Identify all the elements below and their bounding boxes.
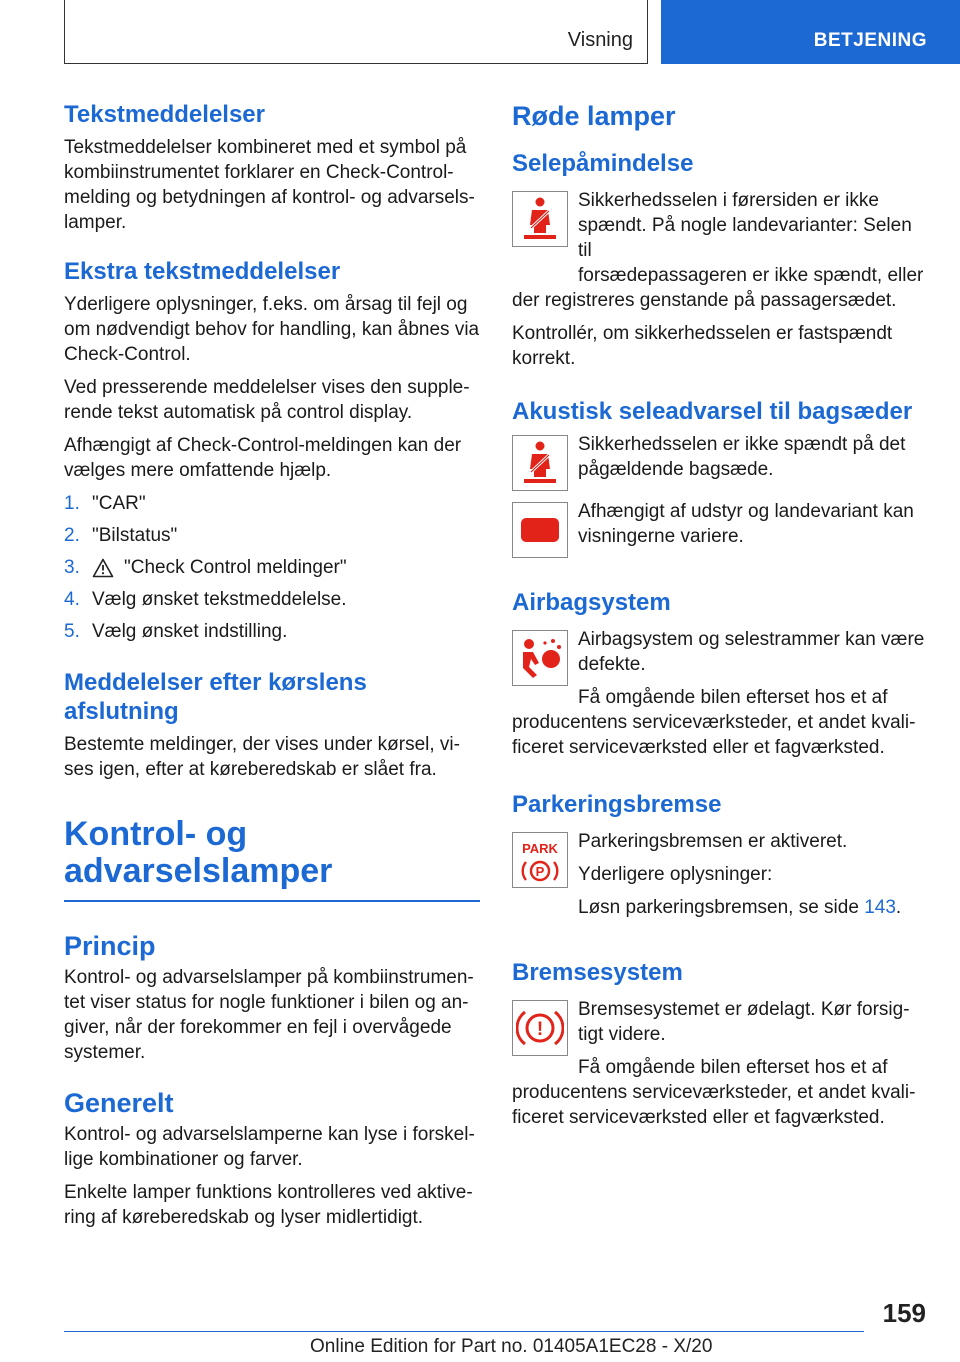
header-chapter-label: BETJENING bbox=[813, 30, 927, 51]
seatbelt-warning-icon bbox=[518, 439, 562, 487]
brake-warning-icon bbox=[516, 1006, 564, 1050]
airbag-text-2: Få omgående bilen efterset hos et af bbox=[578, 687, 888, 708]
paragraph-generelt-1: Kontrol- og advarselslamperne kan lyse i forskel- lige kombinationer og farver. bbox=[64, 1123, 475, 1170]
heading-bremsesystem: Bremsesystem bbox=[512, 959, 683, 986]
list-item: 5. Vælg ønsket indstilling. bbox=[64, 621, 288, 642]
header-chapter-tab[interactable] bbox=[661, 0, 960, 64]
steps-list bbox=[64, 491, 480, 644]
brake-text: Bremsesystemet er ødelagt. Kør forsig- tigt videre. bbox=[578, 999, 910, 1045]
header-section-box bbox=[64, 0, 648, 64]
park-icon-p: P bbox=[535, 864, 545, 879]
red-indicator-icon bbox=[518, 515, 562, 545]
paragraph-meddelelser-efter-korsel: Bestemte meldinger, der vises under kørsel, vi- ses igen, efter at køreberedskab er slået fra. bbox=[64, 734, 460, 780]
page-link[interactable]: 143 bbox=[864, 897, 896, 918]
heading-princip: Princip bbox=[64, 930, 156, 961]
seatbelt-text-continued: der registreres genstande på passagersædet. bbox=[512, 290, 897, 311]
paragraph-princip: Kontrol- og advarselslamper på kombiinstrumen- tet viser status for nogle funktioner i bilen og an- giver, når der forekommer en fejl i overvågede systemer. bbox=[64, 966, 474, 1063]
lamp-brake-system bbox=[512, 997, 930, 1080]
parking-brake-icon bbox=[516, 836, 564, 884]
brake-text-continued: producentens serviceværksteder, et andet kvali- ficeret serviceværksted eller et fagværksted. bbox=[512, 1082, 916, 1128]
red-indicator-text: Afhængigt af udstyr og landevariant kan visningerne variere. bbox=[578, 501, 914, 547]
heading-tekstmeddelelser: Tekstmeddelelser bbox=[64, 101, 265, 128]
heading-ekstra-tekstmeddelelser: Ekstra tekstmeddelelser bbox=[64, 258, 341, 285]
parking-brake-lamp-box bbox=[512, 832, 568, 888]
lamp-red-indicator bbox=[512, 499, 930, 558]
lamp-seatbelt bbox=[512, 188, 930, 296]
page-number: 159 bbox=[882, 1298, 926, 1328]
airbag-warning-icon bbox=[517, 635, 563, 681]
right-column bbox=[512, 100, 930, 1138]
list-item: 1. "CAR" bbox=[64, 493, 146, 514]
brake-text-2: Få omgående bilen efterset hos et af bbox=[578, 1057, 888, 1078]
header-section-label: Visning bbox=[567, 29, 633, 51]
footer-divider bbox=[64, 1331, 864, 1332]
list-item: 3. "Check Control meldinger" bbox=[64, 557, 347, 578]
park-icon-text: PARK bbox=[522, 841, 558, 856]
parking-brake-text-3: Løsn parkeringsbremsen, se side 143. bbox=[578, 897, 902, 918]
rear-seatbelt-lamp-box bbox=[512, 435, 568, 491]
paragraph-generelt-2: Enkelte lamper funktions kontrolleres ved aktive- ring af køreberedskab og lyser midlertidigt. bbox=[64, 1181, 473, 1228]
seatbelt-lamp-box bbox=[512, 191, 568, 247]
airbag-text-continued: producentens serviceværksteder, et andet kvali- ficeret serviceværksted eller et fagværksted. bbox=[512, 712, 916, 758]
chapter-title: Kontrol- og advarselslamper bbox=[64, 815, 333, 890]
red-indicator-lamp-box bbox=[512, 502, 568, 558]
paragraph-tekstmeddelelser: Tekstmeddelelser kombineret med et symbol på kombiinstrumentet forklarer en Check-Control- melding og betydningen af kontrol- og advarsels- lamper. bbox=[64, 137, 475, 233]
seatbelt-text: Sikkerhedsselen i førersiden er ikke spændt. På nogle landevarianter: Selen til forsædepassageren er ikke spændt, eller bbox=[578, 190, 924, 286]
heading-selepamindelse: Selepåmindelse bbox=[512, 150, 694, 177]
heading-generelt: Generelt bbox=[64, 1087, 174, 1118]
paragraph-ekstra-1: Yderligere oplysninger, f.eks. om årsag til fejl og om nødvendigt behov for handling, kan åbnes via Check-Control. bbox=[64, 294, 480, 365]
rear-seatbelt-text: Sikkerhedsselen er ikke spændt på det pågældende bagsæde. bbox=[578, 434, 906, 480]
brake-icon-text: ! bbox=[536, 1019, 544, 1040]
heading-akustisk-seleadvarsel: Akustisk seleadvarsel til bagsæder bbox=[512, 398, 913, 425]
paragraph-ekstra-3: Afhængigt af Check-Control-meldingen kan der vælges mere omfattende hjælp. bbox=[64, 435, 462, 481]
brake-system-lamp-box bbox=[512, 1000, 568, 1056]
lamp-parking-brake bbox=[512, 829, 930, 928]
title-divider bbox=[64, 900, 480, 902]
heading-airbagsystem: Airbagsystem bbox=[512, 589, 671, 616]
warning-triangle-icon bbox=[92, 558, 114, 578]
seatbelt-warning-icon bbox=[518, 195, 562, 243]
airbag-text: Airbagsystem og selestrammer kan være defekte. bbox=[578, 629, 925, 675]
footer-edition: Online Edition for Part no. 01405A1EC28 - X/20 bbox=[310, 1336, 713, 1357]
lamp-rear-seatbelt bbox=[512, 432, 930, 491]
paragraph-ekstra-2: Ved presserende meddelelser vises den supple- rende tekst automatisk på control display. bbox=[64, 377, 470, 423]
lamp-airbag bbox=[512, 627, 930, 710]
heading-parkeringsbremse: Parkeringsbremse bbox=[512, 791, 722, 818]
list-item: 2. "Bilstatus" bbox=[64, 525, 178, 546]
parking-brake-text-1: Parkeringsbremsen er aktiveret. bbox=[578, 831, 848, 852]
airbag-lamp-box bbox=[512, 630, 568, 686]
heading-rode-lamper: Røde lamper bbox=[512, 101, 676, 131]
parking-brake-text-2: Yderligere oplysninger: bbox=[578, 864, 773, 885]
heading-meddelelser-efter-korsel: Meddelelser efter kørslens afslutning bbox=[64, 669, 367, 725]
list-item: 4. Vælg ønsket tekstmeddelelse. bbox=[64, 589, 347, 610]
paragraph-kontroller: Kontrollér, om sikkerhedsselen er fastspændt korrekt. bbox=[512, 323, 893, 369]
left-column bbox=[64, 100, 480, 1238]
